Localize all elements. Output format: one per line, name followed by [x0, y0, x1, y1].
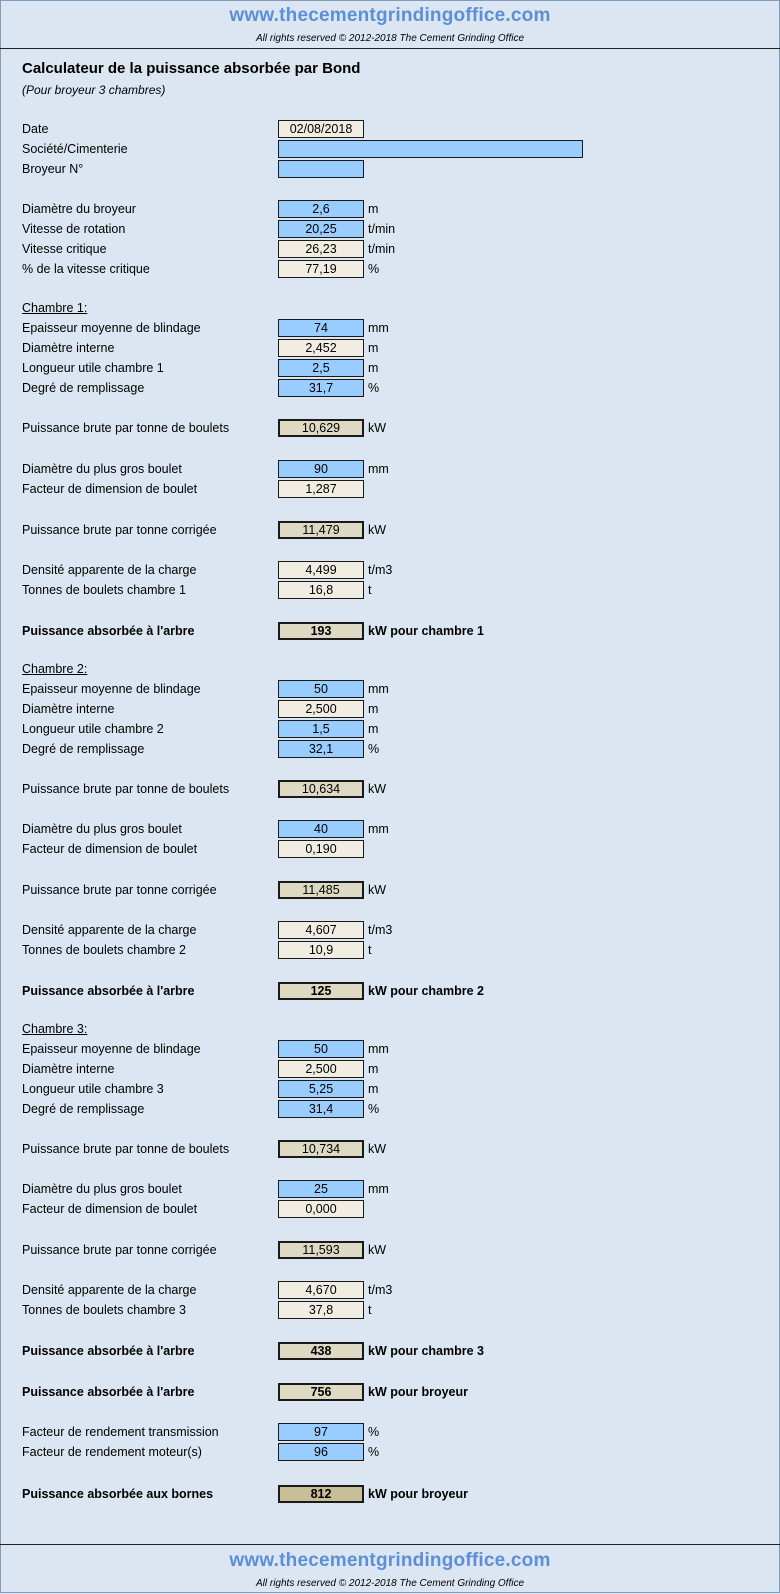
- ch3-factor-value: 0,000: [278, 1200, 364, 1218]
- ch3-density-value: 4,670: [278, 1281, 364, 1299]
- ch1-intdiam-label: Diamètre interne: [22, 341, 115, 355]
- ch3-tons-value: 37,8: [278, 1301, 364, 1319]
- ch3-length-label: Longueur utile chambre 3: [22, 1082, 164, 1096]
- ch2-heading-row: [0, 659, 780, 679]
- row-company: [0, 139, 780, 159]
- ch3-fill-field[interactable]: 31,4: [278, 1100, 364, 1118]
- ch2-fill-unit: %: [368, 742, 380, 756]
- ch1-tons-unit: t: [368, 583, 372, 597]
- ch1-gross-label: Puissance brute par tonne de boulets: [22, 421, 230, 435]
- total-row-shaft: [0, 1382, 780, 1402]
- ch3-length-field[interactable]: 5,25: [278, 1080, 364, 1098]
- row-speed: [0, 219, 780, 239]
- footer-site-link[interactable]: www.thecementgrindingoffice.com: [229, 1550, 551, 1571]
- footer-copyright-text: All rights reserved © 2012-2018 The Cement Grinding Office: [255, 1578, 525, 1589]
- ch1-row-gross: [0, 418, 780, 438]
- ch2-power-value: 125: [278, 982, 364, 1000]
- date-field[interactable]: 02/08/2018: [278, 120, 364, 138]
- ch2-corrected-value: 11,485: [278, 881, 364, 899]
- ch1-ball-unit: mm: [368, 462, 389, 476]
- critical-speed-label: Vitesse critique: [22, 242, 107, 256]
- company-field[interactable]: [278, 140, 583, 158]
- ch3-heading-row: [0, 1019, 780, 1039]
- total-shaft-label: Puissance absorbée à l'arbre: [22, 1385, 195, 1399]
- ch1-row-factor: [0, 479, 780, 499]
- critical-pct-unit: %: [368, 262, 380, 276]
- mill-field[interactable]: [278, 160, 364, 178]
- ch3-ball-unit: mm: [368, 1182, 389, 1196]
- page-title: Calculateur de la puissance absorbée par Bond: [22, 60, 361, 77]
- ch3-row-factor: [0, 1199, 780, 1219]
- ch2-intdiam-label: Diamètre interne: [22, 702, 115, 716]
- ch3-corrected-value: 11,593: [278, 1241, 364, 1259]
- row-critical-speed: [0, 239, 780, 259]
- diameter-label: Diamètre du broyeur: [22, 202, 136, 216]
- ch1-corrected-value: 11,479: [278, 521, 364, 539]
- ch2-length-unit: m: [368, 722, 379, 736]
- ch2-row-gross: [0, 779, 780, 799]
- critical-pct-value: 77,19: [278, 260, 364, 278]
- ch2-corrected-label: Puissance brute par tonne corrigée: [22, 883, 217, 897]
- ch1-density-value: 4,499: [278, 561, 364, 579]
- ch2-intdiam-value: 2,500: [278, 700, 364, 718]
- ch1-power-unit: kW pour chambre 1: [368, 624, 484, 638]
- ch1-intdiam-unit: m: [368, 341, 379, 355]
- ch2-fill-field[interactable]: 32,1: [278, 740, 364, 758]
- ch2-gross-value: 10,634: [278, 780, 364, 798]
- ch1-ball-label: Diamètre du plus gros boulet: [22, 462, 182, 476]
- ch1-factor-label: Facteur de dimension de boulet: [22, 482, 198, 496]
- motor-label: Facteur de rendement moteur(s): [22, 1445, 202, 1459]
- row-critical-pct: [0, 259, 780, 279]
- ch3-row-density: [0, 1280, 780, 1300]
- ch1-row-corrected: [0, 520, 780, 540]
- ch1-factor-value: 1,287: [278, 480, 364, 498]
- ch1-gross-value: 10,629: [278, 419, 364, 437]
- ch1-heading: Chambre 1:: [22, 301, 88, 315]
- ch2-factor-label: Facteur de dimension de boulet: [22, 842, 198, 856]
- ch3-tons-unit: t: [368, 1303, 372, 1317]
- ch1-row-tons: [0, 580, 780, 600]
- ch2-liner-label: Epaisseur moyenne de blindage: [22, 682, 201, 696]
- ch1-gross-unit: kW: [368, 421, 387, 435]
- ch3-corrected-label: Puissance brute par tonne corrigée: [22, 1243, 217, 1257]
- ch2-fill-label: Degré de remplissage: [22, 742, 145, 756]
- ch3-fill-unit: %: [368, 1102, 380, 1116]
- ch3-ball-field[interactable]: 25: [278, 1180, 364, 1198]
- ch2-row-tons: [0, 940, 780, 960]
- ch2-row-liner: [0, 679, 780, 699]
- ch1-heading-row: [0, 298, 780, 318]
- ch1-fill-unit: %: [368, 381, 380, 395]
- ch2-heading: Chambre 2:: [22, 662, 88, 676]
- motor-field[interactable]: 96: [278, 1443, 364, 1461]
- ch3-row-liner: [0, 1039, 780, 1059]
- page-subtitle: (Pour broyeur 3 chambres): [22, 83, 166, 97]
- ch3-power-label: Puissance absorbée à l'arbre: [22, 1344, 195, 1358]
- row-mill: [0, 159, 780, 179]
- ch1-length-label: Longueur utile chambre 1: [22, 361, 164, 375]
- ch3-ball-label: Diamètre du plus gros boulet: [22, 1182, 182, 1196]
- ch2-length-label: Longueur utile chambre 2: [22, 722, 164, 736]
- ch3-row-intdiam: [0, 1059, 780, 1079]
- ch3-row-length: [0, 1079, 780, 1099]
- ch1-row-power: [0, 621, 780, 641]
- ch2-row-intdiam: [0, 699, 780, 719]
- ch1-intdiam-value: 2,452: [278, 339, 364, 357]
- ch2-length-field[interactable]: 1,5: [278, 720, 364, 738]
- critical-speed-value: 26,23: [278, 240, 364, 258]
- ch1-tons-label: Tonnes de boulets chambre 1: [22, 583, 186, 597]
- ch3-power-value: 438: [278, 1342, 364, 1360]
- ch3-liner-unit: mm: [368, 1042, 389, 1056]
- ch1-fill-field[interactable]: 31,7: [278, 379, 364, 397]
- ch3-intdiam-value: 2,500: [278, 1060, 364, 1078]
- ch3-intdiam-label: Diamètre interne: [22, 1062, 115, 1076]
- ch1-power-value: 193: [278, 622, 364, 640]
- ch1-liner-label: Epaisseur moyenne de blindage: [22, 321, 201, 335]
- speed-field[interactable]: 20,25: [278, 220, 364, 238]
- ch1-density-unit: t/m3: [368, 563, 393, 577]
- ch3-gross-label: Puissance brute par tonne de boulets: [22, 1142, 230, 1156]
- ch2-density-value: 4,607: [278, 921, 364, 939]
- ch1-length-field[interactable]: 2,5: [278, 359, 364, 377]
- ch2-tons-unit: t: [368, 943, 372, 957]
- ch3-row-gross: [0, 1139, 780, 1159]
- ch3-liner-label: Epaisseur moyenne de blindage: [22, 1042, 201, 1056]
- terminal-value: 812: [278, 1485, 364, 1503]
- ch2-density-unit: t/m3: [368, 923, 393, 937]
- ch2-intdiam-unit: m: [368, 702, 379, 716]
- ch2-tons-label: Tonnes de boulets chambre 2: [22, 943, 186, 957]
- motor-unit: %: [368, 1445, 380, 1459]
- diameter-unit: m: [368, 202, 379, 216]
- speed-unit: t/min: [368, 222, 396, 236]
- ch2-ball-field[interactable]: 40: [278, 820, 364, 838]
- ch2-row-length: [0, 719, 780, 739]
- ch1-row-intdiam: [0, 338, 780, 358]
- company-label: Société/Cimenterie: [22, 142, 128, 156]
- ch1-ball-field[interactable]: 90: [278, 460, 364, 478]
- ch2-row-power: [0, 981, 780, 1001]
- ch2-liner-unit: mm: [368, 682, 389, 696]
- ch2-row-ball: [0, 819, 780, 839]
- date-label: Date: [22, 122, 49, 136]
- ch3-row-corrected: [0, 1240, 780, 1260]
- transmission-label: Facteur de rendement transmission: [22, 1425, 219, 1439]
- ch3-fill-label: Degré de remplissage: [22, 1102, 145, 1116]
- critical-pct-label: % de la vitesse critique: [22, 262, 150, 276]
- ch3-row-tons: [0, 1300, 780, 1320]
- ch2-density-label: Densité apparente de la charge: [22, 923, 197, 937]
- ch1-length-unit: m: [368, 361, 379, 375]
- transmission-field[interactable]: 97: [278, 1423, 364, 1441]
- ch3-density-label: Densité apparente de la charge: [22, 1283, 197, 1297]
- ch2-factor-value: 0,190: [278, 840, 364, 858]
- total-shaft-unit: kW pour broyeur: [368, 1385, 469, 1399]
- ch1-row-ball: [0, 459, 780, 479]
- diameter-field[interactable]: 2,6: [278, 200, 364, 218]
- ch1-tons-value: 16,8: [278, 581, 364, 599]
- ch2-gross-unit: kW: [368, 782, 387, 796]
- ch2-corrected-unit: kW: [368, 883, 387, 897]
- mill-label: Broyeur N°: [22, 162, 84, 176]
- footer-banner: [0, 1544, 780, 1594]
- ch1-density-label: Densité apparente de la charge: [22, 563, 197, 577]
- critical-speed-unit: t/min: [368, 242, 396, 256]
- ch2-row-density: [0, 920, 780, 940]
- ch1-row-density: [0, 560, 780, 580]
- total-row-motor: [0, 1442, 780, 1462]
- total-shaft-value: 756: [278, 1383, 364, 1401]
- total-row-transmission: [0, 1422, 780, 1442]
- site-link[interactable]: www.thecementgrindingoffice.com: [229, 5, 551, 26]
- ch3-gross-value: 10,734: [278, 1140, 364, 1158]
- ch3-intdiam-unit: m: [368, 1062, 379, 1076]
- ch2-row-fill: [0, 739, 780, 759]
- ch3-factor-label: Facteur de dimension de boulet: [22, 1202, 198, 1216]
- ch1-liner-field[interactable]: 74: [278, 319, 364, 337]
- ch1-corrected-label: Puissance brute par tonne corrigée: [22, 523, 217, 537]
- ch3-heading: Chambre 3:: [22, 1022, 88, 1036]
- header-banner: [0, 0, 780, 49]
- ch3-power-unit: kW pour chambre 3: [368, 1344, 484, 1358]
- ch2-ball-unit: mm: [368, 822, 389, 836]
- ch1-row-liner: [0, 318, 780, 338]
- ch1-power-label: Puissance absorbée à l'arbre: [22, 624, 195, 638]
- ch1-corrected-unit: kW: [368, 523, 387, 537]
- speed-label: Vitesse de rotation: [22, 222, 126, 236]
- ch3-corrected-unit: kW: [368, 1243, 387, 1257]
- ch2-power-label: Puissance absorbée à l'arbre: [22, 984, 195, 998]
- ch1-fill-label: Degré de remplissage: [22, 381, 145, 395]
- row-date: [0, 119, 780, 139]
- row-diameter: [0, 199, 780, 219]
- terminal-unit: kW pour broyeur: [368, 1487, 469, 1501]
- ch3-liner-field[interactable]: 50: [278, 1040, 364, 1058]
- ch3-row-fill: [0, 1099, 780, 1119]
- ch1-row-fill: [0, 378, 780, 398]
- ch2-tons-value: 10,9: [278, 941, 364, 959]
- ch1-liner-unit: mm: [368, 321, 389, 335]
- terminal-label: Puissance absorbée aux bornes: [22, 1487, 214, 1501]
- ch2-ball-label: Diamètre du plus gros boulet: [22, 822, 182, 836]
- ch3-row-ball: [0, 1179, 780, 1199]
- ch3-length-unit: m: [368, 1082, 379, 1096]
- ch3-gross-unit: kW: [368, 1142, 387, 1156]
- ch2-liner-field[interactable]: 50: [278, 680, 364, 698]
- ch1-row-length: [0, 358, 780, 378]
- ch3-tons-label: Tonnes de boulets chambre 3: [22, 1303, 186, 1317]
- ch2-power-unit: kW pour chambre 2: [368, 984, 484, 998]
- copyright-text: All rights reserved © 2012-2018 The Cement Grinding Office: [255, 33, 525, 44]
- ch3-row-power: [0, 1341, 780, 1361]
- total-row-terminal: [0, 1484, 780, 1504]
- ch2-gross-label: Puissance brute par tonne de boulets: [22, 782, 230, 796]
- transmission-unit: %: [368, 1425, 380, 1439]
- ch2-row-factor: [0, 839, 780, 859]
- ch2-row-corrected: [0, 880, 780, 900]
- ch3-density-unit: t/m3: [368, 1283, 393, 1297]
